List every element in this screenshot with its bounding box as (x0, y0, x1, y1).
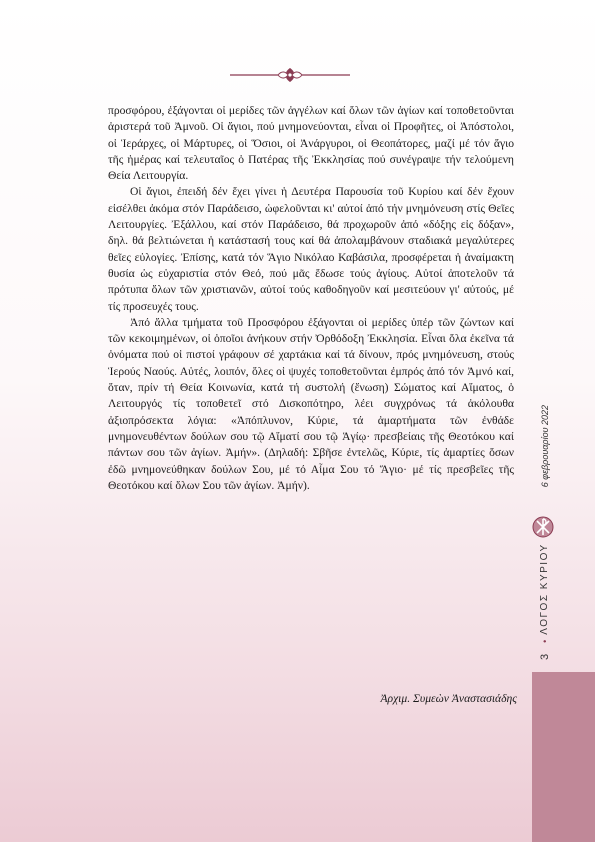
article-body (108, 103, 514, 494)
paragraph: Ἀπό ἄλλα τμήματα τοῦ Προσφόρου ἐξάγονται οἱ μερίδες ὑπέρ τῶν ζώντων καί τῶν κεκοιμημένων, οἱ ὁποῖοι ἀνήκουν στήν Ὀρθόδοξη Ἐκκλησία. Εἶναι ὅλα ἐκεῖνα τά ὀνόματα πού οἱ πιστοί γράφουν σέ χαρτάκια καί τά δίνουν, πρός μνημόνευση, στούς Ἱερούς Ναούς. Αὐτές, λοιπόν, ὅλες οἱ ψυχές τοποθετοῦνται ἐμπρός ἀπό τόν Ἀμνό καί, ὅταν, πρίν τή Θεία Κοινωνία, κατά τή συστολή (ἕνωση) Σώματος καί Αἵματος, ὁ Λειτουργός τίς τοποθετεῖ στό Δισκοπότηρο, λέει συγχρόνως τά ἀκόλουθα ἀξιοπρόσεκτα λόγια: «Ἀπόπλυνον, Κύριε, τά ἁμαρτήματα τῶν ἐνθάδε μνημονευθέντων δούλων σου τῷ Αἵματί σου τῷ Ἁγίῳ· πρεσβείαις τῆς Θεοτόκου καί πάντων σου τῶν ἁγίων. Ἀμήν». (Δηλαδή: Σβῆσε ἐντελῶς, Κύριε, τίς ἁμαρτίες ὅσων ἐδῶ μνημονεύθηκαν δούλων Σου, μέ τό Αἷμα Σου τό Ἅγιο· μέ τίς πρεσβεῖες τῆς Θεοτόκου καί ὅλων Σου τῶν ἁγίων. Ἀμήν). (108, 315, 514, 492)
issue-date: 6 φεβρουαρίου 2022 (540, 404, 550, 488)
chi-rho-emblem-icon (532, 516, 554, 538)
floral-ornament-icon (230, 66, 350, 84)
author-signature: Ἀρχιμ. Συμεὼν Ἀναστασιάδης (380, 692, 517, 705)
separator-dot: • (540, 639, 550, 643)
magazine-title: ΛΟΓΟΣ ΚΥΡΙΟΥ (539, 543, 550, 635)
paragraph: προσφόρου, ἐξάγονται οἱ μερίδες τῶν ἀγγέλων καί ὅλων τῶν ἁγίων καί τοποθετοῦνται ἀριστερά τοῦ Ἀμνοῦ. Οἱ ἅγιοι, πού μνημονεύονται, εἶναι οἱ Προφῆτες, οἱ Ἀπόστολοι, οἱ Ἱεράρχες, οἱ Μάρτυρες, οἱ Ὅσιοι, οἱ Ἀνάργυροι, οἱ Θεοπάτορες, μαζί μέ τόν ἅγιο τῆς ἡμέρας καί τελευταῖος ὁ Πατέρας τῆς Ἐκκλησίας πού συνέγραψε τήν τελούμενη Θεία Λειτουργία. (108, 104, 514, 183)
decorative-side-bar (532, 672, 595, 842)
paragraph: Οἱ ἅγιοι, ἐπειδή δέν ἔχει γίνει ἡ Δευτέρα Παρουσία τοῦ Κυρίου καί δέν ἔχουν εἰσέλθει ἀκόμα στόν Παράδεισο, ὠφελοῦνται κι' αὐτοί ἀπό τήν μνημόνευση στίς Θεῖες Λειτουργίες. Ἐξάλλου, καί στόν Παράδεισο, θά προχωροῦν ἀπό «δόξης εἰς δόξαν», δηλ. θά βελτιώνεται ἡ κατάστασή τους καί θά ἀπολαμβάνουν σταδιακά μεγαλύτερες θεῖες εὐλογίες. Ἐπίσης, κατά τόν Ἅγιο Νικόλαο Καβάσιλα, προσφέρεται ἡ ἀναίμακτη θυσία ὡς εὐχαριστία στόν Θεό, πού μᾶς ἔδωσε τούς ἁγίους. Αὐτοί ἀποτελοῦν τά πρότυπα ὅλων τῶν χριστιανῶν, αὐτοί τούς καθοδηγοῦν καί μεσιτεύουν γι' αὐτούς, μέ τίς προσευχές τους. (108, 185, 514, 313)
running-footer (535, 360, 555, 660)
page-number: 3 (539, 653, 551, 660)
